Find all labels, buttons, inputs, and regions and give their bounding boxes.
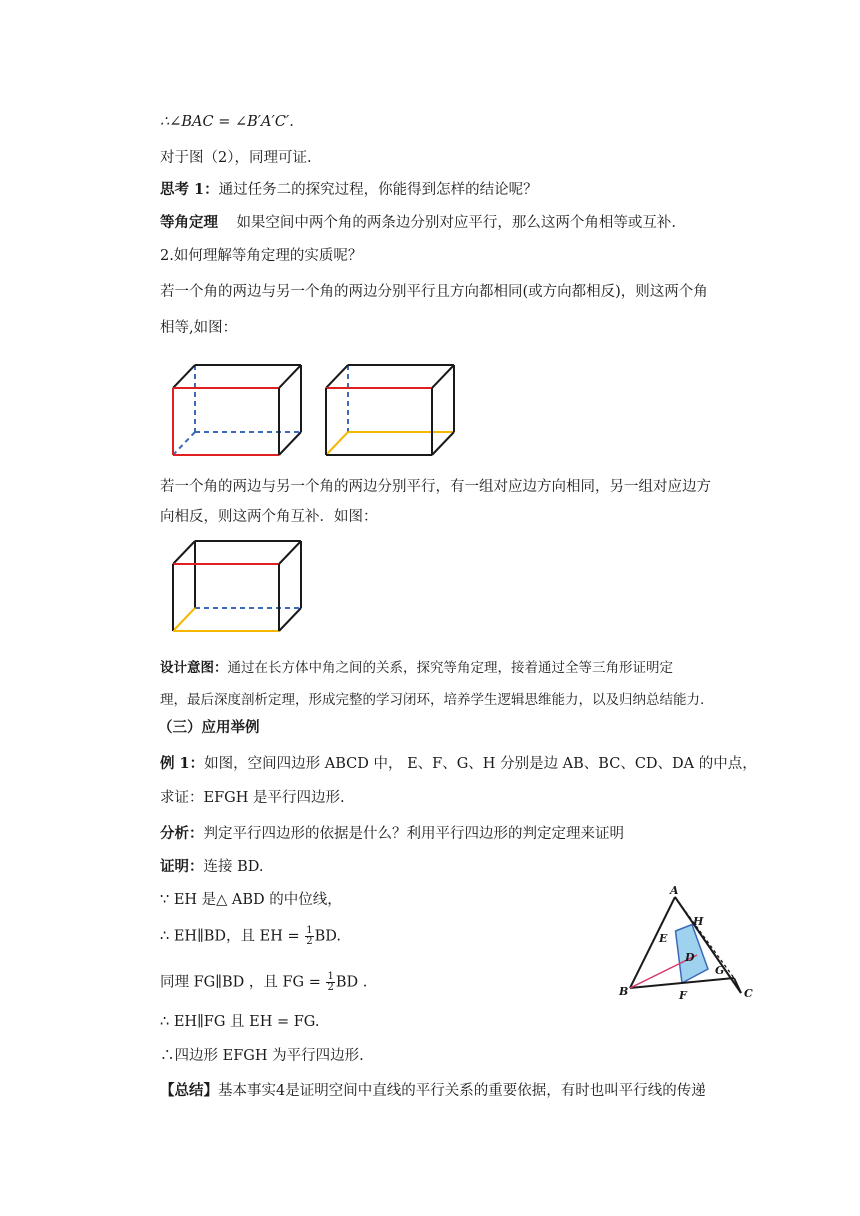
design-intent-line-a: 设计意图：通过在长方体中角之间的关系，探究等角定理，接着通过全等三角形证明定 bbox=[160, 660, 673, 676]
theorem-line: 等角定理 如果空间中两个角的两条边分别对应平行，那么这两个角相等或互补. bbox=[160, 214, 677, 231]
cuboid-figure-2 bbox=[318, 360, 463, 460]
proof-step-3: 同理 FG∥BD ，且 FG = $\frac{1}{2}$ BD . bbox=[160, 971, 368, 993]
label-D: D bbox=[685, 951, 695, 964]
label-A: A bbox=[670, 884, 679, 897]
example1-line-a: 例 1：如图，空间四边形 ABCD 中， E、F、G、H 分别是边 AB、BC、CD、DA 的中点， bbox=[160, 755, 757, 772]
design-intent-line-b: 理，最后深度剖析定理，形成完整的学习闭环，培养学生逻辑思维能力，以及归纳总结能力. bbox=[160, 692, 705, 708]
proof-line: 证明：连接 BD. bbox=[160, 858, 264, 875]
tetrahedron-figure bbox=[615, 885, 765, 1010]
fig2-same-line: 对于图（2），同理可证. bbox=[160, 150, 312, 166]
label-F: F bbox=[679, 989, 687, 1002]
label-B: B bbox=[619, 985, 629, 998]
label-H: H bbox=[693, 915, 704, 928]
label-C: C bbox=[744, 987, 753, 1000]
cuboid-figure-3 bbox=[165, 536, 310, 636]
proof-step-5: ∴四边形 EFGH 为平行四边形. bbox=[160, 1048, 364, 1064]
label-G: G bbox=[715, 964, 725, 977]
paragraph1-line-b: 相等,如图： bbox=[160, 320, 238, 336]
paragraph2-line-a: 若一个角的两边与另一个角的两边分别平行，有一组对应边方向相同，另一组对应边方 bbox=[160, 479, 711, 495]
fraction-half: $\frac{1}{2}$ bbox=[306, 925, 313, 947]
label-E: E bbox=[659, 932, 668, 945]
example1-line-b: 求证：EFGH 是平行四边形. bbox=[160, 790, 345, 806]
analysis-line: 分析：判定平行四边形的依据是什么？利用平行四边形的判定定理来证明 bbox=[160, 825, 624, 842]
cuboid-figure-1 bbox=[165, 360, 310, 460]
proof-step-4: ∴ EH∥FG 且 EH = FG. bbox=[160, 1014, 320, 1030]
question2-line: 2.如何理解等角定理的实质呢？ bbox=[160, 248, 363, 264]
paragraph1-line-a: 若一个角的两边与另一个角的两边分别平行且方向都相同(或方向都相反)，则这两个角 bbox=[160, 284, 708, 300]
paragraph2-line-b: 向相反，则这两个角互补．如图： bbox=[160, 509, 378, 525]
think1-line: 思考 1：通过任务二的探究过程，你能得到怎样的结论呢？ bbox=[160, 181, 538, 198]
proof-step-1: ∵ EH 是△ ABD 的中位线， bbox=[160, 892, 342, 908]
therefore-angle-line: ∴∠BAC = ∠B′A′C′. bbox=[160, 114, 294, 130]
summary-line: 【总结】基本事实4是证明空间中直线的平行关系的重要依据，有时也叫平行线的传递 bbox=[160, 1082, 706, 1099]
proof-step-2: ∴ EH∥BD，且 EH = $\frac{1}{2}$ BD. bbox=[160, 925, 341, 947]
section-heading: （三）应用举例 bbox=[158, 719, 260, 736]
fraction-half-2: $\frac{1}{2}$ bbox=[327, 971, 334, 993]
